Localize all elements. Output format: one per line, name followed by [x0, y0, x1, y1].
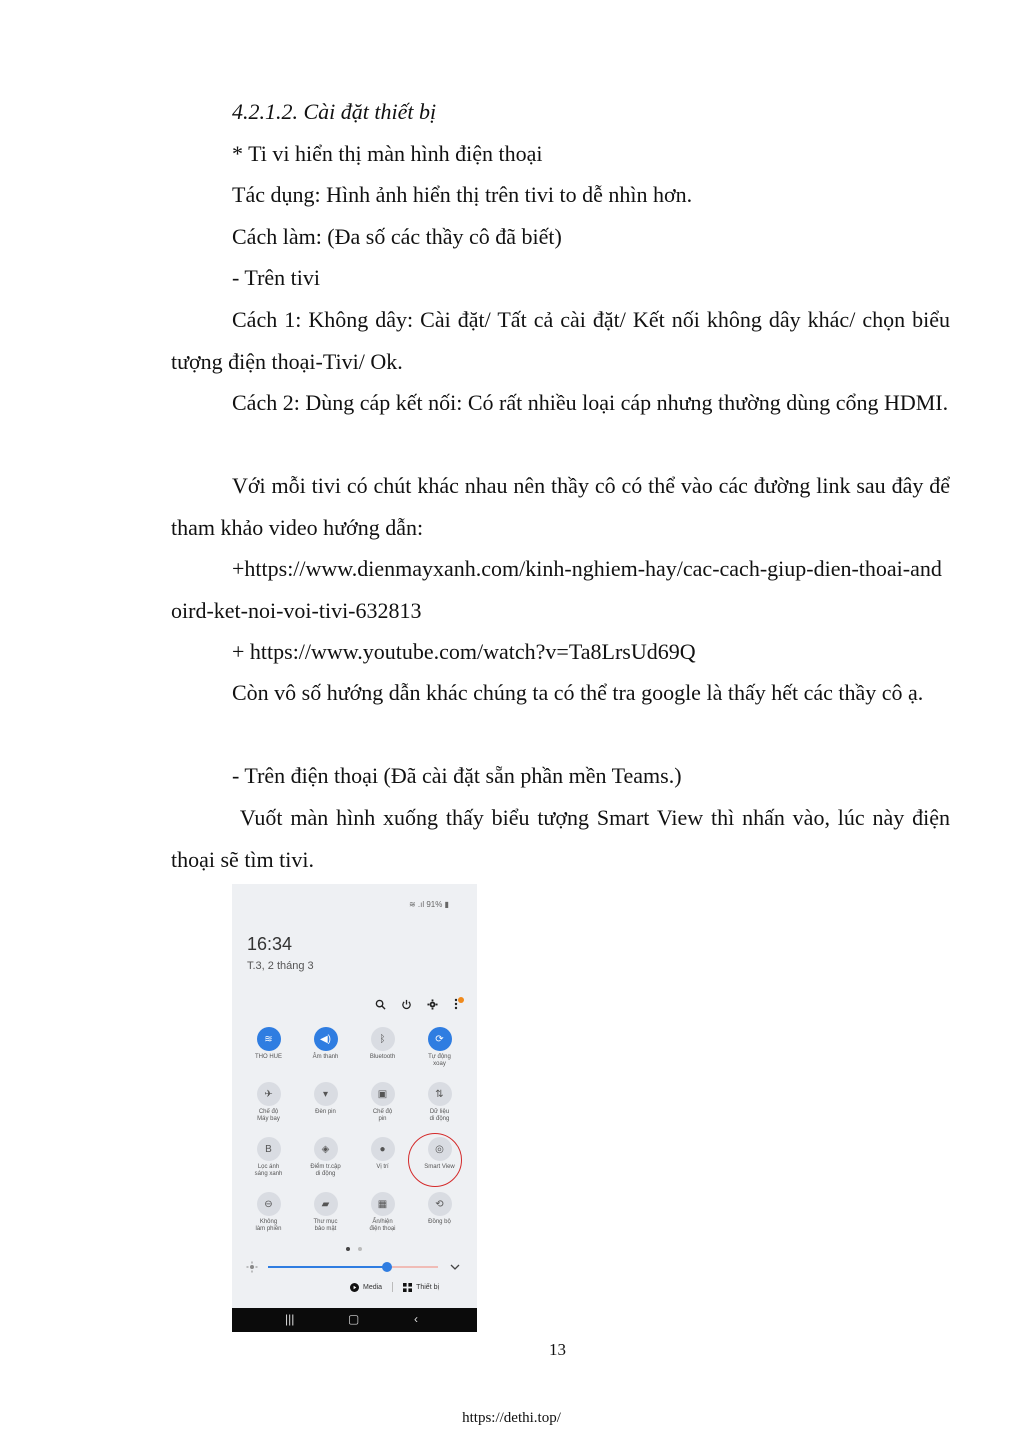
panel-toolbar: [373, 996, 465, 1012]
devices-grid-icon: [403, 1283, 412, 1292]
smart-view-highlight-circle: [408, 1133, 462, 1187]
quick-tile[interactable]: [354, 1192, 411, 1239]
clock-time: 16:34: [247, 934, 293, 954]
wifi-icon: ≋: [257, 1027, 281, 1051]
quick-tile[interactable]: [297, 1192, 354, 1239]
paragraph-on-phone: - Trên điện thoại (Đã cài đặt sẵn phần mền Teams.): [232, 763, 682, 788]
quick-tile[interactable]: [240, 1027, 297, 1074]
location-icon: ●: [371, 1137, 395, 1161]
do-not-disturb-icon: ⊖: [257, 1192, 281, 1216]
paragraph-effect: Tác dụng: Hình ảnh hiển thị trên tivi to dễ nhìn hơn.: [232, 182, 693, 207]
quick-tile-label: Âm thanh: [312, 1054, 339, 1060]
hotspot-icon: ◈: [314, 1137, 338, 1161]
quick-tile[interactable]: [297, 1082, 354, 1129]
link-dienmayxanh[interactable]: +https://www.dienmayxanh.com/kinh-nghiem-hay/cac-cach-giup-dien-thoai-andoird-ket-noi-voi-tivi-632813: [171, 556, 942, 623]
quick-tile[interactable]: [411, 1082, 468, 1129]
quick-tile[interactable]: [354, 1082, 411, 1129]
quick-tile[interactable]: [240, 1192, 297, 1239]
brightness-slider[interactable]: [246, 1261, 462, 1273]
play-icon: [350, 1283, 359, 1292]
power-icon[interactable]: [399, 997, 413, 1011]
quick-tile[interactable]: [297, 1137, 354, 1184]
battery-percent: 91%: [426, 900, 443, 909]
wifi-signal-icon: ≋ .ıl: [408, 900, 427, 909]
auto-rotate-icon: ⟳: [428, 1027, 452, 1051]
volume-icon: ◀): [314, 1027, 338, 1051]
airplane-icon: ✈: [257, 1082, 281, 1106]
navigation-bar: [232, 1308, 477, 1332]
quick-tile-label: Điểm tr.cập di động: [310, 1164, 341, 1177]
quick-tile-label: Vị trí: [376, 1164, 389, 1170]
brightness-fill: [268, 1266, 387, 1268]
media-devices-row: [350, 1281, 470, 1293]
back-icon[interactable]: ‹: [414, 1312, 418, 1326]
paragraph-smart-view: Vuốt màn hình xuống thấy biểu tượng Smart View thì nhấn vào, lúc này điện thoại sẽ tìm tivi.: [171, 805, 956, 872]
battery-icon: ▮: [444, 900, 449, 909]
bluetooth-icon: ᛒ: [371, 1027, 395, 1051]
sync-icon: ⟲: [428, 1192, 452, 1216]
media-button[interactable]: Media: [363, 1283, 383, 1291]
paragraph-method: Cách làm: (Đa số các thầy cô đã biết): [232, 224, 562, 249]
quick-tile-label: Tự động xoay: [428, 1054, 451, 1067]
paragraph-method-2: Cách 2: Dùng cáp kết nối: Có rất nhiều loại cáp nhưng thường dùng cổng HDMI.: [232, 390, 949, 415]
quick-tile[interactable]: [354, 1027, 411, 1074]
flashlight-icon: ▾: [314, 1082, 338, 1106]
section-heading: 4.2.1.2. Cài đặt thiết bị: [232, 99, 437, 124]
link-youtube[interactable]: + https://www.youtube.com/watch?v=Ta8LrsUd69Q: [232, 639, 696, 664]
footer-url[interactable]: https://dethi.top/: [462, 1410, 561, 1426]
blue-light-filter-icon: B: [257, 1137, 281, 1161]
quick-tile[interactable]: [240, 1137, 297, 1184]
quick-tile[interactable]: [297, 1027, 354, 1074]
quick-tile-label: Thư mục bảo mật: [313, 1219, 338, 1232]
paragraph-tv-display: * Ti vi hiển thị màn hình điện thoại: [232, 141, 543, 166]
quick-tile-label: Bluetooth: [369, 1054, 396, 1060]
quick-tile[interactable]: [411, 1192, 468, 1239]
more-options-icon[interactable]: [451, 997, 465, 1011]
paragraph-method-1: Cách 1: Không dây: Cài đặt/ Tất cả cài đặt/ Kết nối không dây khác/ chọn biểu tượng điện thoại-Tivi/ Ok.: [171, 307, 950, 374]
secure-folder-icon: ▰: [314, 1192, 338, 1216]
quick-tile-label: Đèn pin: [315, 1109, 336, 1115]
quick-tile-label: Đồng bộ: [428, 1219, 451, 1225]
brightness-icon: [246, 1261, 258, 1273]
phone-screenshot: [232, 884, 477, 1332]
paragraph-links-intro: Với mỗi tivi có chút khác nhau nên thầy cô có thể vào các đường link sau đây để tham khảo video hướng dẫn:: [171, 473, 950, 540]
quick-tile[interactable]: [240, 1082, 297, 1129]
divider: [392, 1282, 393, 1292]
quick-tile-label: Chế độ pin: [372, 1109, 393, 1122]
search-icon[interactable]: [373, 997, 387, 1011]
brightness-knob[interactable]: [382, 1262, 392, 1272]
mobile-data-icon: ⇅: [428, 1082, 452, 1106]
quick-tile-label: Chế độ Máy bay: [257, 1109, 280, 1122]
recent-apps-icon[interactable]: |||: [285, 1312, 295, 1326]
quick-tile-label: Không làm phiền: [255, 1219, 282, 1232]
smart-view-icon: ◎: [428, 1137, 452, 1161]
paragraph-on-tv: - Trên tivi: [232, 265, 321, 290]
chevron-down-icon[interactable]: [450, 1263, 460, 1271]
quick-tile[interactable]: [354, 1137, 411, 1184]
battery-mode-icon: ▣: [371, 1082, 395, 1106]
status-bar: [409, 900, 449, 909]
quick-tile[interactable]: [411, 1027, 468, 1074]
quick-tile-label: Smart View: [424, 1164, 455, 1170]
page-number: 13: [549, 1340, 566, 1359]
home-icon[interactable]: ▢: [348, 1312, 360, 1326]
quick-tile-label: Lọc ánh sáng xanh: [254, 1164, 283, 1177]
quick-tile-label: THO HUE: [255, 1054, 282, 1060]
quick-tile-label: Ẩn/hiện điện thoại: [369, 1219, 396, 1232]
gear-icon[interactable]: [425, 997, 439, 1011]
clock-date: T.3, 2 tháng 3: [247, 960, 314, 972]
hide-phone-icon: ▦: [371, 1192, 395, 1216]
devices-button[interactable]: Thiết bị: [416, 1283, 440, 1291]
quick-tile-label: Dữ liệu di động: [429, 1109, 450, 1122]
page-indicator: [346, 1247, 362, 1253]
paragraph-google: Còn vô số hướng dẫn khác chúng ta có thể tra google là thấy hết các thầy cô ạ.: [232, 680, 924, 705]
